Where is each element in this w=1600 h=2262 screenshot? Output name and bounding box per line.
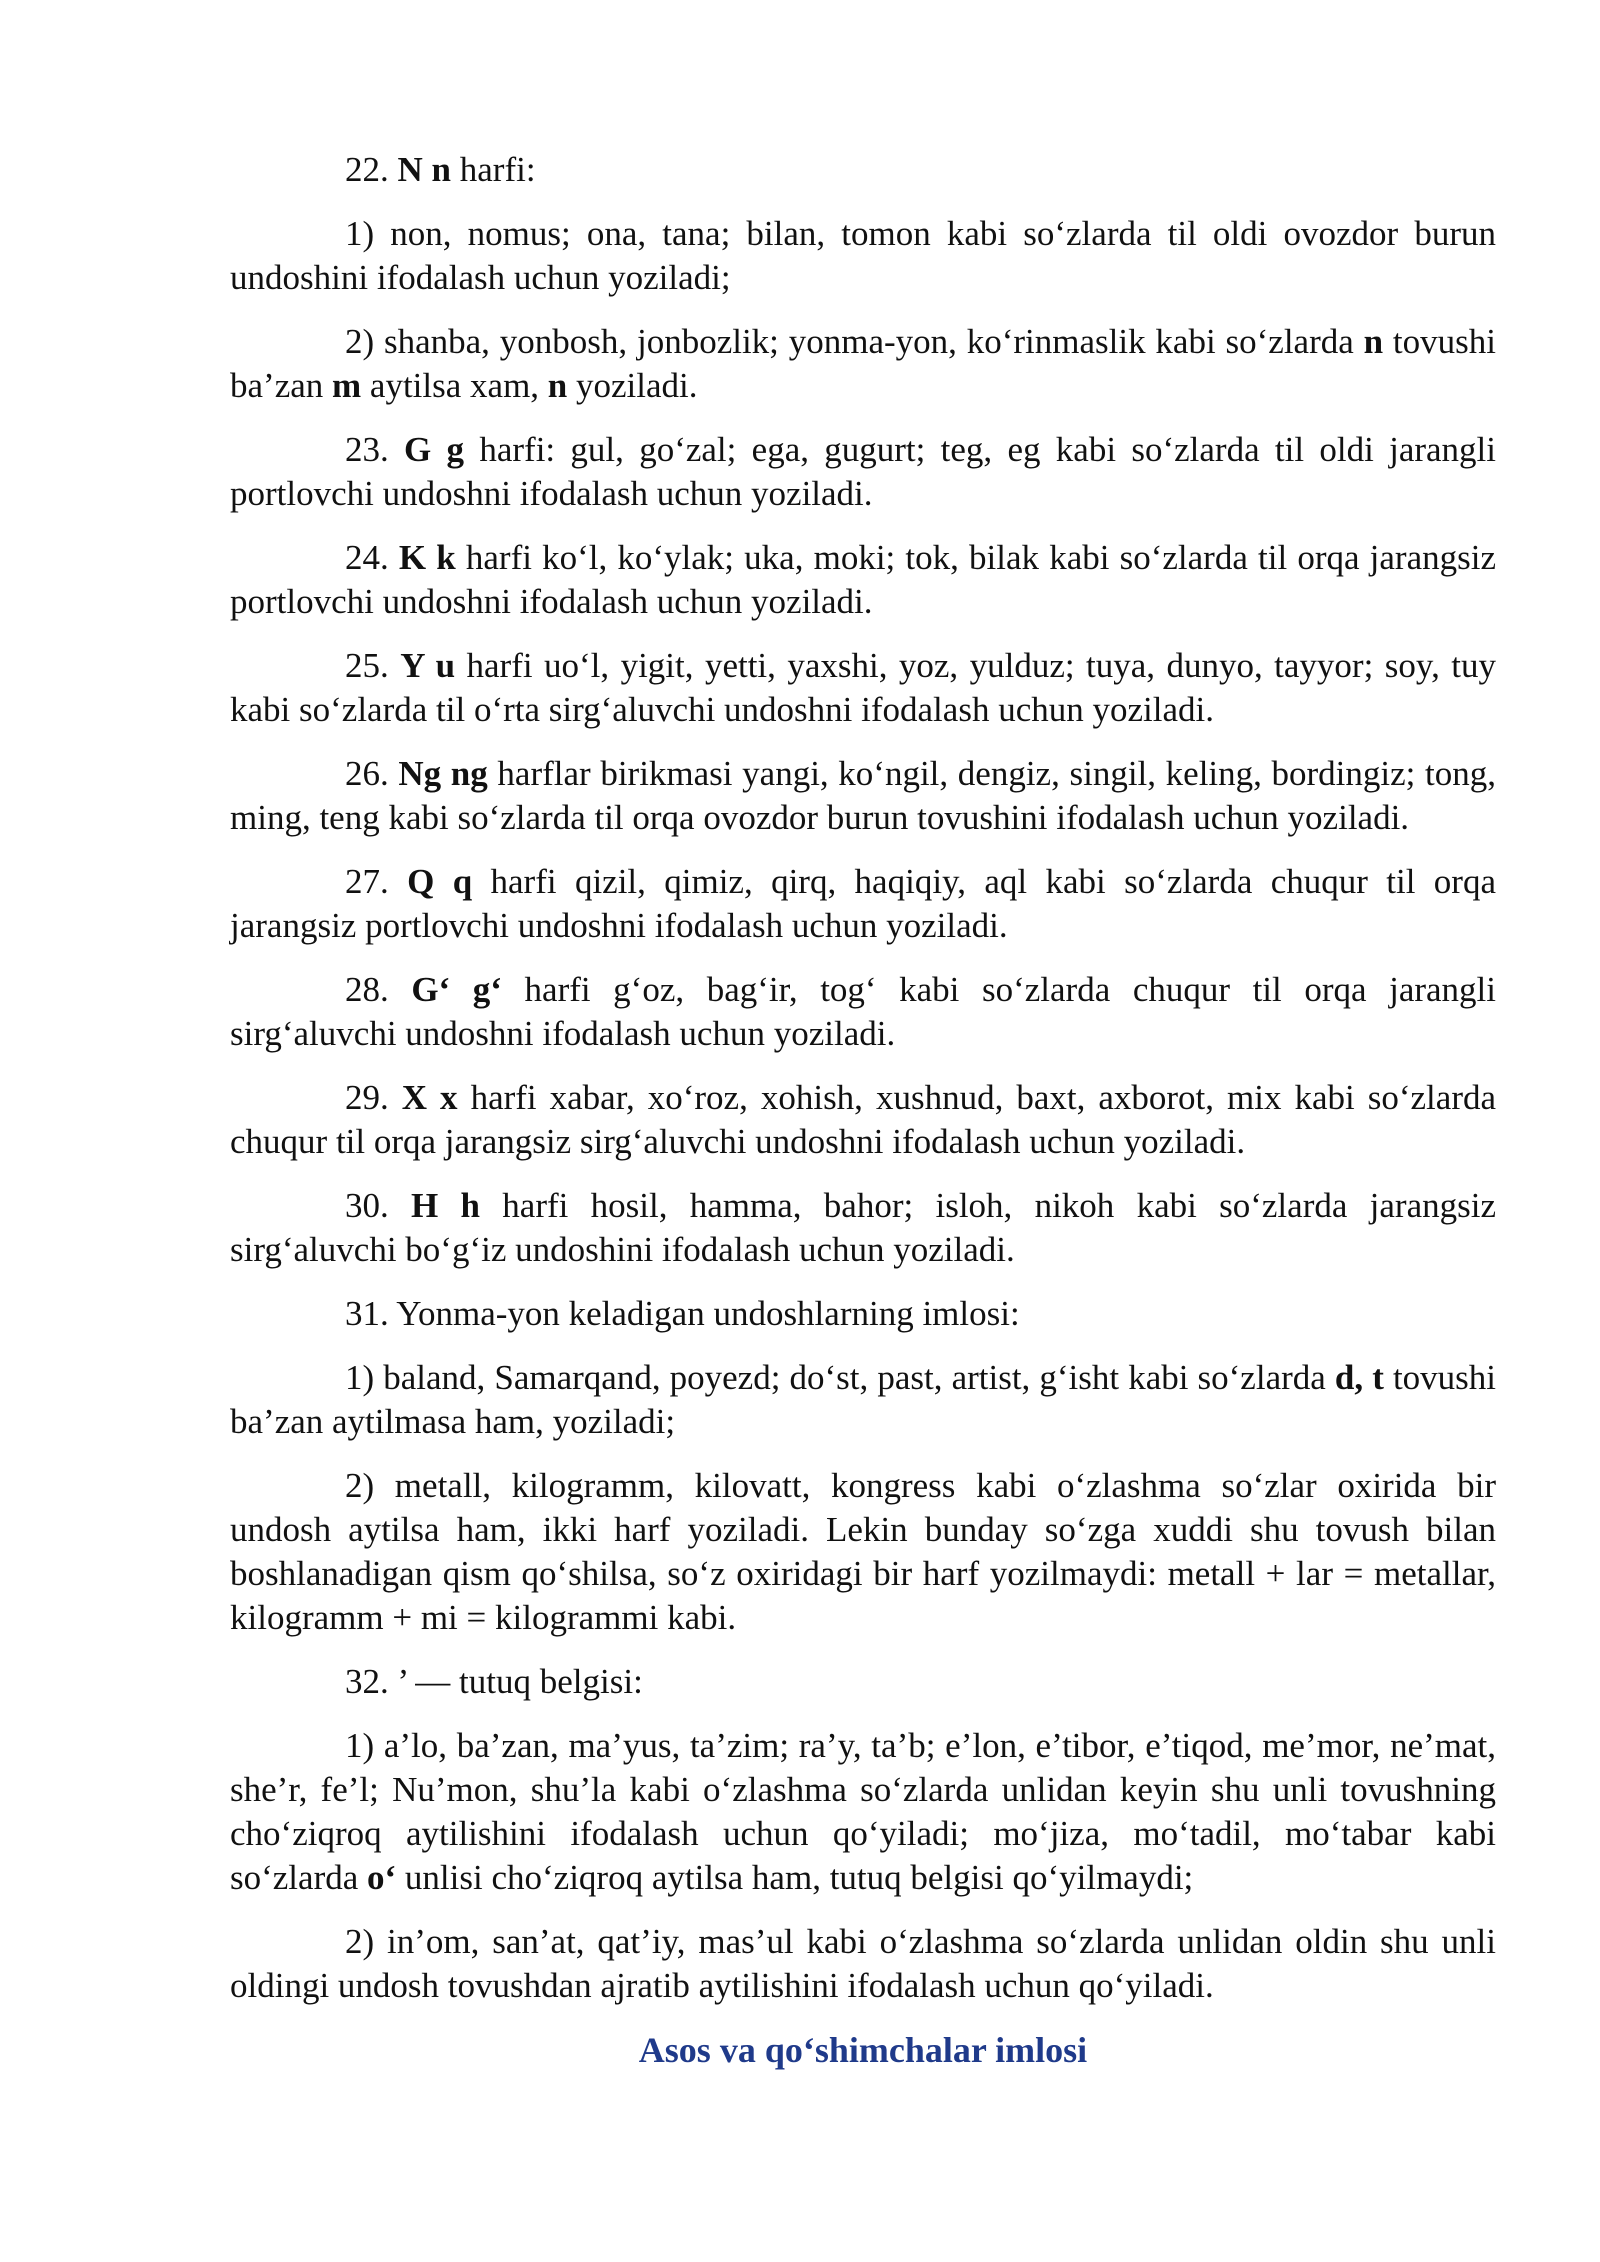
text-run: 2) metall, kilogramm, kilovatt, kongress kabi o‘zlashma so‘zlar oxirida bir undosh aytilsa ham, ikki harf yoziladi. Lekin bunday so‘zga xuddi shu tovush bilan boshlanadigan qism qo‘shilsa, so‘z oxiridagi bir harf yozilmaydi: metall + lar = metallar, kilogramm + mi = kilogrammi kabi. xyxy=(230,1466,1496,1637)
paragraph xyxy=(230,1076,1496,1164)
text-run: unlisi cho‘ziqroq aytilsa ham, tutuq belgisi qo‘yilmaydi; xyxy=(396,1858,1194,1897)
bold-term: G‘ g‘ xyxy=(411,970,502,1009)
paragraph xyxy=(230,212,1496,300)
paragraph xyxy=(230,968,1496,1056)
text-run: harfi: xyxy=(451,150,536,189)
bold-term: m xyxy=(332,366,362,405)
text-run: harfi uo‘l, yigit, yetti, yaxshi, yoz, yulduz; tuya, dunyo, tayyor; soy, tuy kabi so‘zlarda til o‘rta sirg‘aluvchi undoshni ifodalash uchun yoziladi. xyxy=(230,646,1496,729)
text-run: harfi g‘oz, bag‘ir, tog‘ kabi so‘zlarda chuqur til orqa jarangli sirg‘aluvchi undoshni ifodalash uchun yoziladi. xyxy=(230,970,1496,1053)
paragraph xyxy=(230,1356,1496,1444)
text-run: 22. xyxy=(345,150,398,189)
text-run: aytilsa xam, xyxy=(361,366,548,405)
paragraph xyxy=(230,860,1496,948)
text-run: 1) baland, Samarqand, poyezd; do‘st, past, artist, g‘isht kabi so‘zlarda xyxy=(345,1358,1335,1397)
text-run: tovushi ba’zan xyxy=(230,322,1496,405)
text-run: 27. xyxy=(345,862,408,901)
text-run: 1) a’lo, ba’zan, ma’yus, ta’zim; ra’y, ta’b; e’lon, e’tibor, e’tiqod, me’mor, ne’mat, she’r, fe’l; Nu’mon, shu’la kabi o‘zlashma so‘zlarda unlidan keyin shu unli tovushning cho‘ziqroq aytilishini ifodalash uchun qo‘yiladi; mo‘jiza, mo‘tadil, mo‘tabar kabi so‘zlarda xyxy=(230,1726,1496,1897)
text-run: harflar birikmasi yangi, ko‘ngil, dengiz, singil, keling, bordingiz; tong, ming, teng kabi so‘zlarda til orqa ovozdor burun tovushini ifodalash uchun yoziladi. xyxy=(230,754,1497,837)
bold-term: Y u xyxy=(400,646,456,685)
text-run: 2) in’om, san’at, qat’iy, mas’ul kabi o‘zlashma so‘zlarda unlidan oldin shu unli oldingi undosh tovushdan ajratib aytilishini ifodalash uchun qo‘yiladi. xyxy=(230,1922,1496,2005)
bold-term: d, t xyxy=(1334,1358,1384,1397)
text-run: harfi xabar, xo‘roz, xohish, xushnud, baxt, axborot, mix kabi so‘zlarda chuqur til orqa jarangsiz sirg‘aluvchi undoshni ifodalash uchun yoziladi. xyxy=(230,1078,1497,1161)
bold-term: n xyxy=(1363,322,1384,361)
section-item-heading xyxy=(230,148,1496,192)
bold-term: H h xyxy=(411,1186,481,1225)
text-run: harfi ko‘l, ko‘ylak; uka, moki; tok, bilak kabi so‘zlarda til orqa jarangsiz portlovchi undoshni ifodalash uchun yoziladi. xyxy=(230,538,1496,621)
paragraph xyxy=(230,1920,1496,2008)
text-run: harfi: gul, go‘zal; ega, gugurt; teg, eg kabi so‘zlarda til oldi jarangli portlovchi undoshni ifodalash uchun yoziladi. xyxy=(230,430,1496,513)
bold-term: Q q xyxy=(407,862,473,901)
paragraph xyxy=(230,1184,1496,1272)
paragraph xyxy=(230,320,1496,408)
text-run: tovushi ba’zan aytilmasa ham, yoziladi; xyxy=(230,1358,1497,1441)
bold-term: G g xyxy=(404,430,465,469)
text-run: 32. ’ — tutuq belgisi: xyxy=(345,1662,643,1701)
text-run: 28. xyxy=(345,970,412,1009)
section-heading: Asos va qo‘shimchalar imlosi xyxy=(638,2030,1088,2070)
text-run: 1) non, nomus; ona, tana; bilan, tomon kabi so‘zlarda til oldi ovozdor burun undoshini ifodalash uchun yoziladi; xyxy=(230,214,1496,297)
text-run: 26. xyxy=(345,754,399,793)
text-run: harfi qizil, qimiz, qirq, haqiqiy, aql kabi so‘zlarda chuqur til orqa jarangsiz portlovchi undoshni ifodalash uchun yoziladi. xyxy=(230,862,1496,945)
text-run: 30. xyxy=(345,1186,412,1225)
bold-term: X x xyxy=(401,1078,458,1117)
paragraph xyxy=(230,428,1496,516)
paragraph xyxy=(230,644,1496,732)
section-item-heading xyxy=(230,1292,1496,1336)
bold-term: o‘ xyxy=(367,1858,397,1897)
bold-term: Ng ng xyxy=(398,754,488,793)
text-run: 25. xyxy=(345,646,401,685)
text-run: 2) shanba, yonbosh, jonbozlik; yonma-yon, ko‘rinmaslik kabi so‘zlarda xyxy=(345,322,1364,361)
text-run: 24. xyxy=(345,538,399,577)
paragraph xyxy=(230,1724,1496,1900)
bold-term: n xyxy=(547,366,568,405)
bold-term: N n xyxy=(397,150,451,189)
text-run: harfi hosil, hamma, bahor; isloh, nikoh kabi so‘zlarda jarangsiz sirg‘aluvchi bo‘g‘iz undoshini ifodalash uchun yoziladi. xyxy=(230,1186,1496,1269)
paragraph xyxy=(230,536,1496,624)
bold-term: K k xyxy=(398,538,456,577)
paragraph xyxy=(230,1464,1496,1640)
section-item-heading xyxy=(230,1660,1496,1704)
paragraph xyxy=(230,752,1496,840)
text-run: yoziladi. xyxy=(567,366,698,405)
text-run: 29. xyxy=(345,1078,402,1117)
text-run: 23. xyxy=(345,430,405,469)
paragraph-list xyxy=(230,148,1496,2008)
text-run: 31. Yonma-yon keladigan undoshlarning imlosi: xyxy=(345,1294,1020,1333)
document-page xyxy=(230,148,1496,2072)
